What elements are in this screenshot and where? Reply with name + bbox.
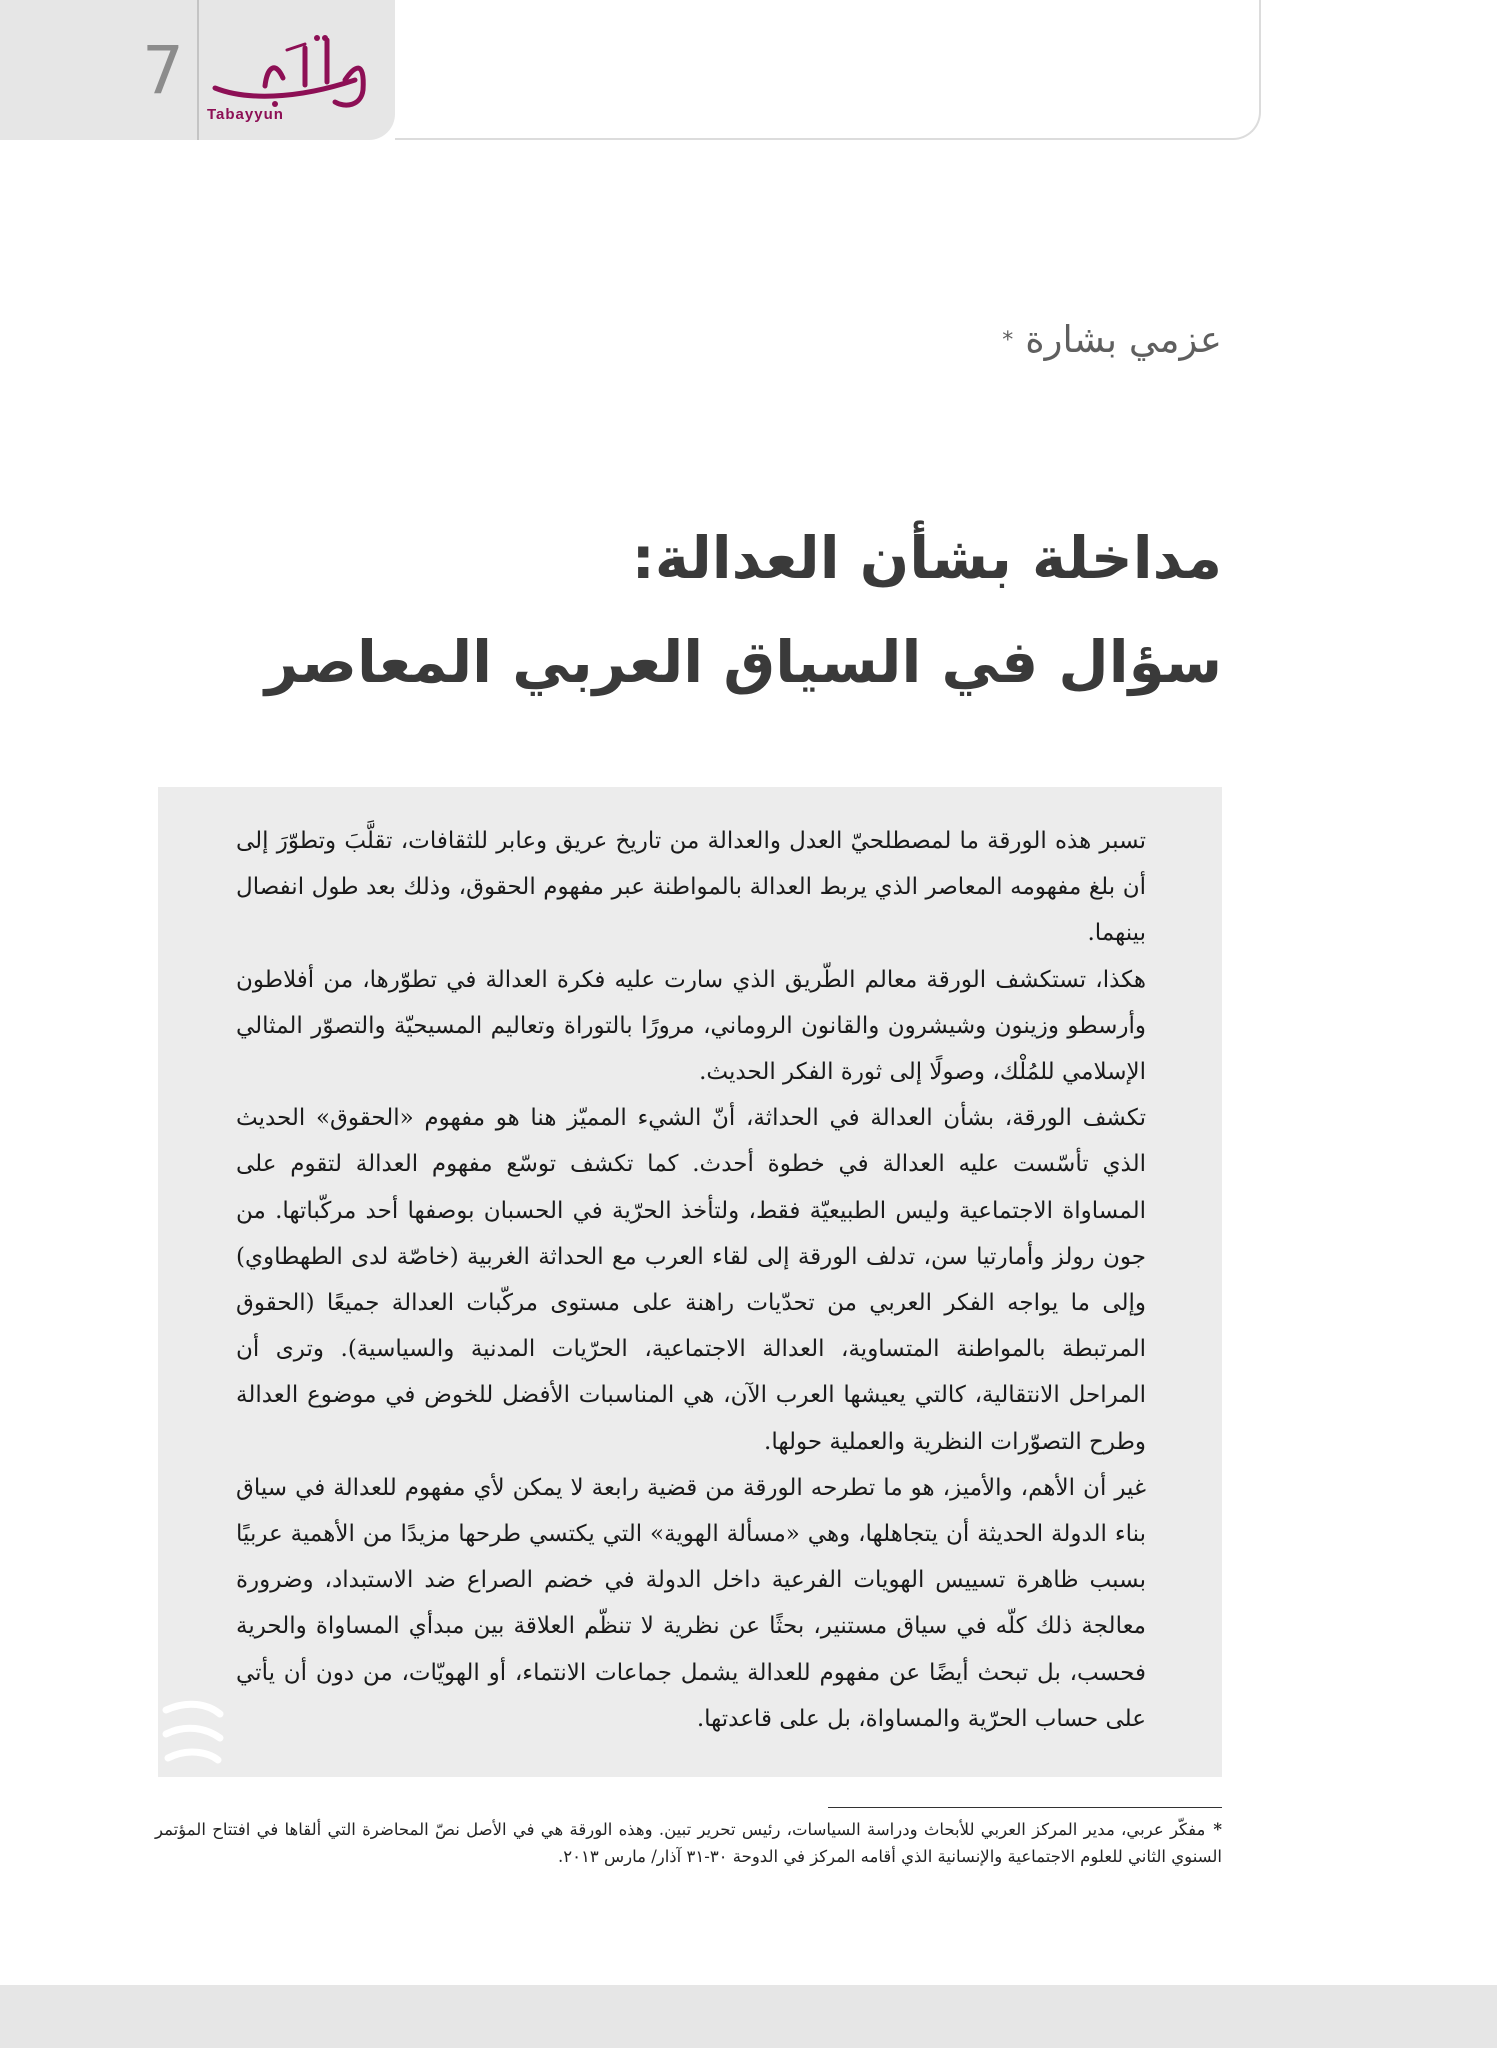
logo-latin-text: Tabayyun <box>207 106 284 123</box>
watermark-logo-icon <box>158 1690 226 1770</box>
page-frame-line <box>395 0 1261 140</box>
footnote <box>155 1816 1222 1870</box>
abstract-paragraph: غير أن الأهم، والأميز، هو ما تطرحه الورقة من قضية رابعة لا يمكن لأي مفهوم للعدالة في سياق بناء الدولة الحديثة أن يتجاهلها، وهي «مسألة الهوية» التي يكتسي طرحها مزيدًا من الأهمية عربيًا بسبب ظاهرة تسييس الهويات الفرعية داخل الدولة في خضم الصراع ضد الاستبداد، وضرورة معالجة ذلك كلّه في سياق مستنير، بحثًا عن نظرية لا تنظّم العلاقة بين مبدأي المساواة والحرية فحسب، بل تبحث أيضًا عن مفهوم للعدالة يشمل جماعات الانتماء، أو الهويّات، من دون أن يأتي على حساب الحرّية والمساواة، بل على قاعدتها. <box>236 1474 1147 1732</box>
author-name <box>1002 318 1222 362</box>
abstract-paragraph: هكذا، تستكشف الورقة معالم الطّريق الذي سارت عليه فكرة العدالة في تطوّرها، من أفلاطون وأرسطو وزينون وشيشرون والقانون الروماني، مرورًا بالتوراة وتعاليم المسيحيّة والتصوّر المثالي الإسلامي للمُلْك، وصولًا إلى ثورة الفكر الحديث. <box>236 966 1146 1086</box>
logo-wordmark-icon <box>205 30 370 110</box>
footnote-rule <box>828 1807 1222 1808</box>
author-name-text: عزمي بشارة <box>1025 318 1222 361</box>
bottom-band <box>0 1985 1497 2048</box>
abstract-paragraph: تسبر هذه الورقة ما لمصطلحيّ العدل والعدالة من تاريخ عريق وعابر للثقافات، تقلَّبَ وتطوّرَ إلى أن بلغ مفهومه المعاصر الذي يربط العدالة بالمواطنة عبر مفهوم الحقوق، وذلك بعد طول انفصال بينهما. <box>236 828 1146 947</box>
article-title <box>222 506 1222 714</box>
page-number: 7 <box>142 32 184 109</box>
title-line-2: سؤال في السياق العربي المعاصر <box>264 628 1222 696</box>
footnote-text: مفكّر عربي، مدير المركز العربي للأبحاث ودراسة السياسات، رئيس تحرير تبين. وهذه الورقة هي في الأصل نصّ المحاضرة التي ألقاها في افتتاح المؤتمر السنوي الثاني للعلوم الاجتماعية والإنسانية الذي أقامه المركز في الدوحة ٣٠-٣١ آذار/ مارس ٢٠١٣. <box>155 1820 1222 1866</box>
header-divider <box>197 0 199 140</box>
abstract-text <box>236 818 1146 1742</box>
title-line-1: مداخلة بشأن العدالة: <box>631 524 1222 592</box>
author-footnote-mark: * <box>1002 328 1014 354</box>
header-tab <box>0 0 395 140</box>
abstract-paragraph: تكشف الورقة، بشأن العدالة في الحداثة، أنّ الشيء المميّز هنا هو مفهوم «الحقوق» الحديث الذي تأسّست عليه العدالة في خطوة أحدث. كما تكشف توسّع مفهوم العدالة لتقوم على المساواة الاجتماعية وليس الطبيعيّة فقط، ولتأخذ الحرّية في الحسبان بوصفها أحد مركّباتها. من جون رولز وأمارتيا سن، تدلف الورقة إلى لقاء العرب مع الحداثة الغربية (خاصّة لدى الطهطاوي) وإلى ما يواجه الفكر العربي من تحدّيات راهنة على مستوى مركّبات العدالة جميعًا (الحقوق المرتبطة بالمواطنة المتساوية، العدالة الاجتماعية، الحرّيات المدنية والسياسية). وترى أن المراحل الانتقالية، كالتي يعيشها العرب الآن، هي المناسبات الأفضل للخوض في موضوع العدالة وطرح التصوّرات النظرية والعملية حولها. <box>236 1105 1146 1455</box>
footnote-mark: * <box>1213 1820 1222 1839</box>
journal-logo <box>205 30 370 130</box>
